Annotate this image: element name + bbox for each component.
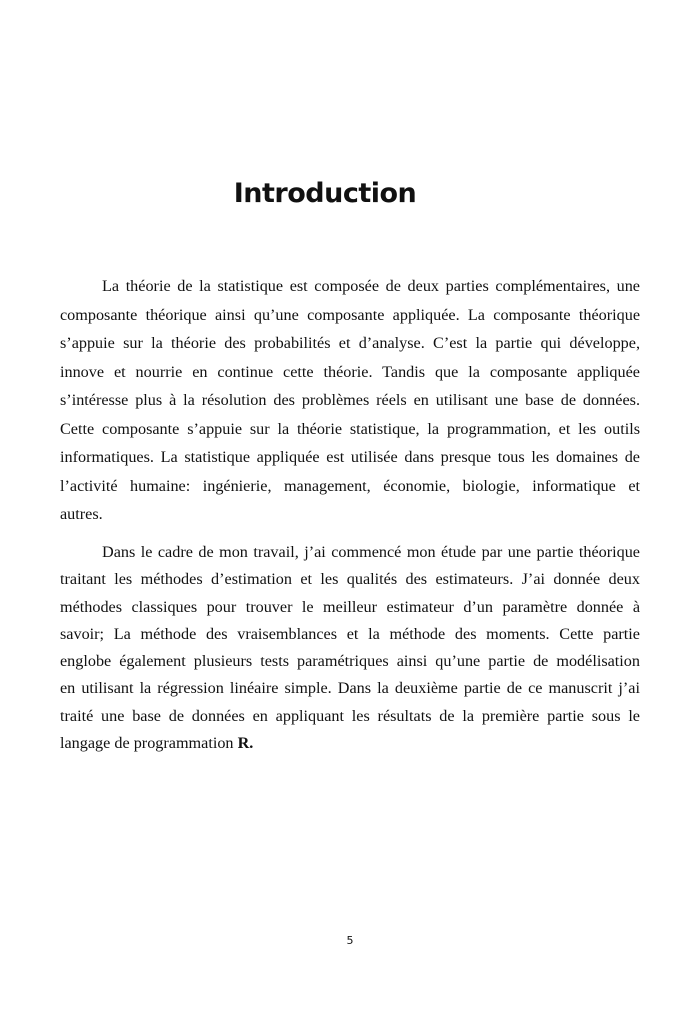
text-line: La théorie de la statistique est composée de deux parties complémentaires, une — [102, 277, 640, 295]
text-line: traitant les méthodes d’estimation et les qualités des estimateurs. J’ai donnée deux — [60, 570, 640, 589]
text-line: savoir; La méthode des vraisemblances et la méthode des moments. Cette partie — [60, 624, 640, 643]
text-line: innove et nourrie en continue cette théorie. Tandis que la composante appliquée — [60, 362, 640, 381]
text-line: en utilisant la régression linéaire simple. Dans la deuxième partie de ce manuscrit j’ai — [60, 679, 640, 698]
text-segment: langage de programmation — [60, 734, 238, 753]
text-line: s’appuie sur la théorie des probabilités et d’analyse. C’est la partie qui développe, — [60, 334, 640, 352]
text-line: traité une base de données en appliquant les résultats de la première partie sous le — [60, 706, 640, 725]
page-number: 5 — [346, 934, 354, 947]
text-line: autres. — [60, 505, 103, 523]
text-line: méthodes classiques pour trouver le meilleur estimateur d’un paramètre donnée à — [60, 597, 640, 616]
text-line: informatiques. La statistique appliquée est utilisée dans presque tous les domaines de — [60, 448, 640, 466]
text-line: l’activité humaine: ingénierie, management, économie, biologie, informatique et — [60, 476, 640, 495]
text-line: composante théorique ainsi qu’une composante appliquée. La composante théorique — [60, 305, 640, 324]
text-line: s’intéresse plus à la résolution des problèmes réels en utilisant une base de données. — [60, 391, 640, 409]
paragraph-intro — [60, 272, 640, 529]
bold-r-language: R. — [237, 734, 254, 753]
text-line: englobe également plusieurs tests paramétriques ainsi qu’une partie de modélisation — [60, 652, 640, 671]
paragraph-work — [60, 539, 640, 757]
text-line: Cette composante s’appuie sur la théorie statistique, la programmation, et les outils — [60, 419, 640, 438]
text-line: Dans le cadre de mon travail, j’ai commencé mon étude par une partie théorique — [102, 543, 640, 561]
page-title: Introduction — [233, 178, 417, 210]
text-line — [60, 730, 640, 757]
